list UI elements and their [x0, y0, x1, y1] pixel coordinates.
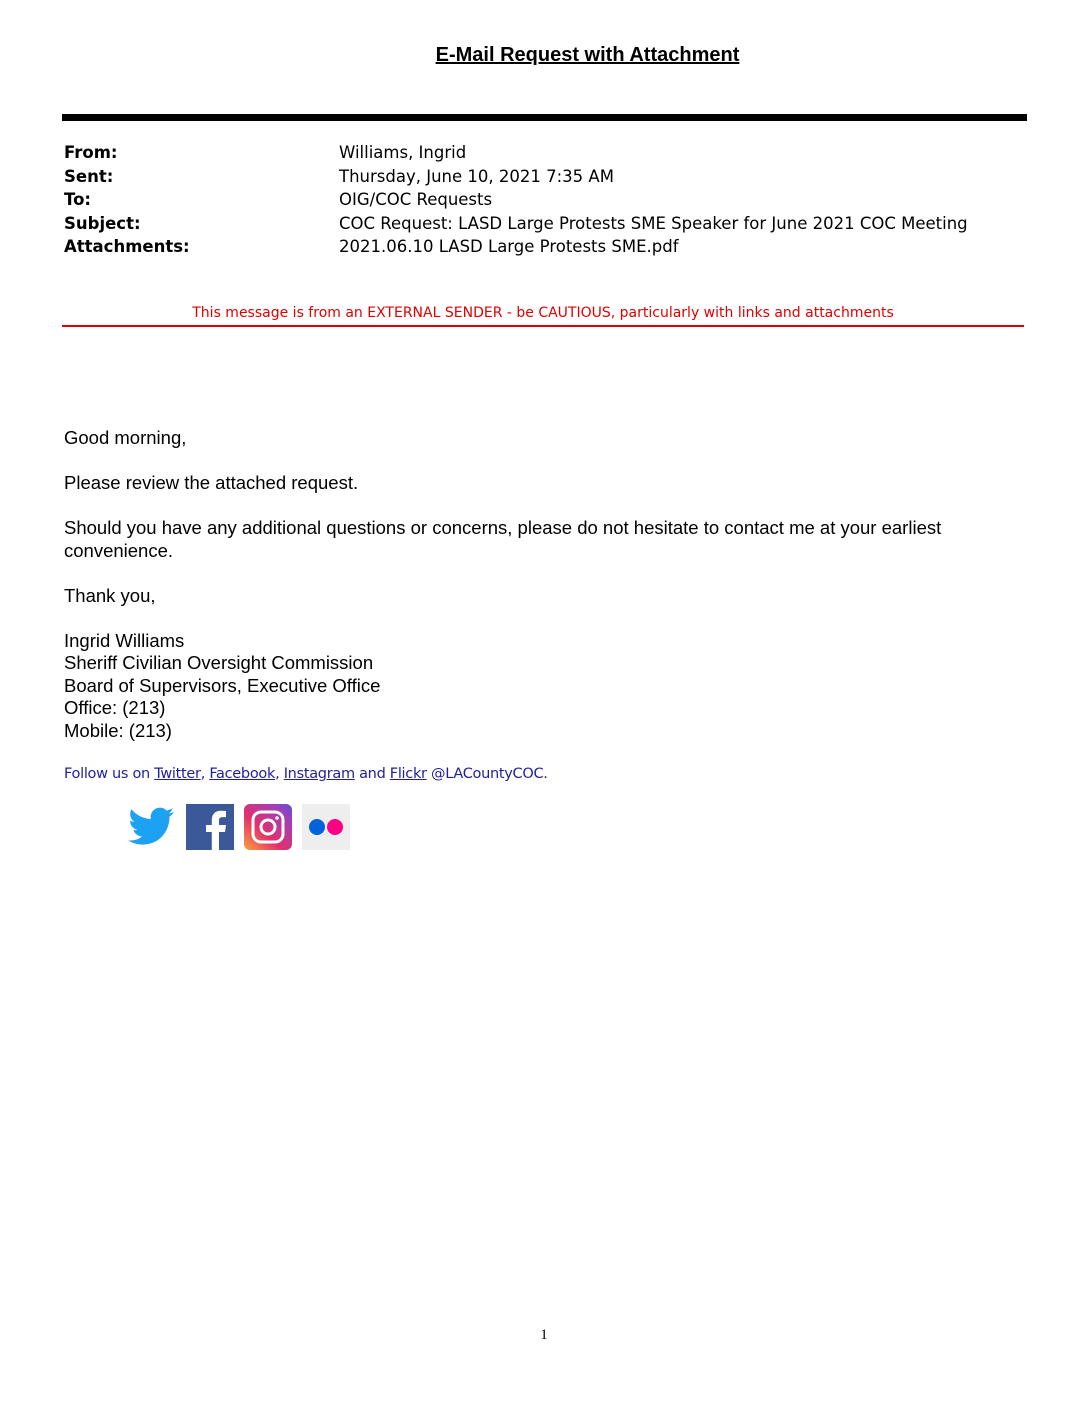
- header-divider: [62, 114, 1027, 121]
- from-row: [64, 141, 968, 165]
- facebook-link[interactable]: Facebook: [209, 766, 276, 782]
- email-header: [64, 141, 968, 259]
- follow-sep-2: ,: [275, 766, 284, 782]
- attachments-value[interactable]: 2021.06.10 LASD Large Protests SME.pdf: [339, 237, 679, 256]
- subject-value: COC Request: LASD Large Protests SME Speaker for June 2021 COC Meeting: [339, 213, 968, 233]
- body-line-1: Please review the attached request.: [64, 472, 359, 493]
- body-line-2: Should you have any additional questions or concerns, please do not hesitate to contact me at your earliest convenience.: [64, 517, 942, 561]
- flickr-link[interactable]: Flickr: [389, 766, 427, 782]
- to-label: To:: [64, 190, 91, 209]
- signature-office: Office: (213): [64, 697, 166, 718]
- follow-sep-1: ,: [200, 766, 210, 782]
- instagram-link[interactable]: Instagram: [283, 766, 355, 782]
- warning-divider: [62, 325, 1024, 327]
- page-number: 1: [540, 1327, 548, 1343]
- greeting: Good morning,: [64, 427, 187, 448]
- from-label: From:: [64, 143, 118, 162]
- sent-label: Sent:: [64, 166, 114, 186]
- signature-name: Ingrid Williams: [64, 629, 185, 651]
- signature-mobile: Mobile: (213): [64, 719, 172, 741]
- twitter-link[interactable]: Twitter: [154, 766, 201, 782]
- subject-label: Subject:: [64, 213, 141, 233]
- instagram-icon[interactable]: [244, 804, 292, 850]
- facebook-icon[interactable]: [186, 804, 234, 850]
- follow-handle: @LACountyCOC.: [426, 766, 548, 782]
- closing: Thank you,: [64, 584, 156, 606]
- signature-dept: Board of Supervisors, Executive Office: [64, 674, 381, 696]
- signature-org: Sheriff Civilian Oversight Commission: [64, 652, 374, 673]
- from-value: Williams, Ingrid: [339, 143, 467, 162]
- subject-row: [64, 212, 968, 236]
- to-value: OIG/COC Requests: [339, 190, 493, 209]
- external-sender-warning: This message is from an EXTERNAL SENDER - be CAUTIOUS, particularly with links and attachments: [192, 305, 894, 321]
- sent-row: [64, 165, 968, 189]
- follow-and: and: [354, 766, 390, 782]
- email-body: [64, 427, 1024, 742]
- attachments-label: Attachments:: [64, 237, 190, 256]
- flickr-icon[interactable]: [302, 804, 350, 850]
- twitter-icon[interactable]: [128, 804, 176, 850]
- follow-us-line: [64, 766, 548, 782]
- to-row: [64, 188, 968, 212]
- social-icons: [128, 804, 350, 850]
- document-title: E-Mail Request with Attachment: [435, 44, 740, 66]
- follow-prefix: Follow us on: [64, 766, 155, 782]
- sent-value: Thursday, June 10, 2021 7:35 AM: [339, 166, 614, 186]
- attachments-row: [64, 235, 968, 259]
